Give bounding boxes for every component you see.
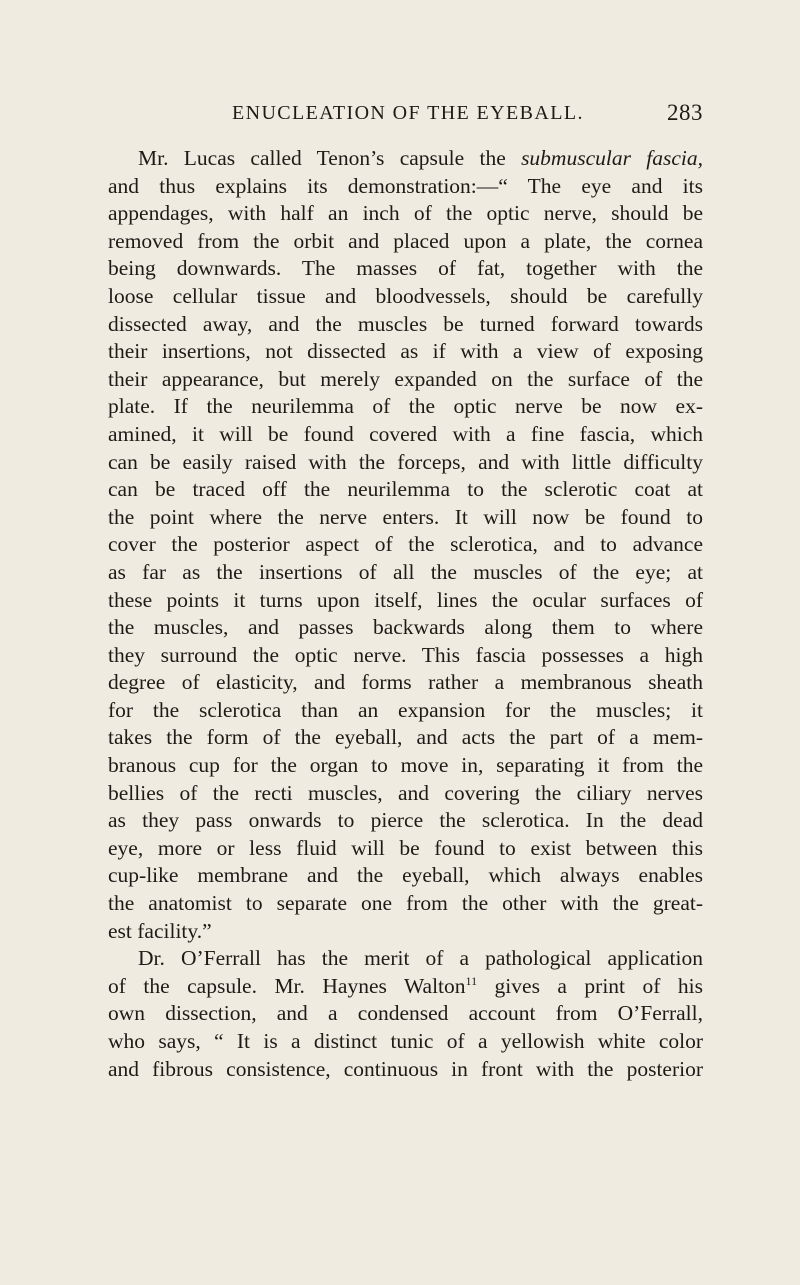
- text-line: can be traced off the neurilemma to the sclerotic coat at: [108, 477, 703, 502]
- text-line: the point where the nerve enters. It will now be found to: [108, 504, 703, 529]
- text-line: dissected away, and the muscles be turned forward towards: [108, 311, 703, 336]
- italic-term: submuscular fascia,: [521, 146, 703, 170]
- text-line: eye, more or less fluid will be found to exist between this: [108, 835, 703, 860]
- text-line: cover the posterior aspect of the sclerotica, and to advance: [108, 532, 703, 557]
- text-line: loose cellular tissue and bloodvessels, should be carefully: [108, 283, 703, 308]
- text-line: as far as the insertions of all the muscles of the eye; at: [108, 559, 703, 584]
- footnote-marker: 11: [465, 973, 478, 988]
- text-line: bellies of the recti muscles, and covering the ciliary nerves: [108, 780, 703, 805]
- text-line: branous cup for the organ to move in, separating it from the: [108, 753, 703, 778]
- text-line: amined, it will be found covered with a fine fascia, which: [108, 421, 703, 446]
- text-line: as they pass onwards to pierce the sclerotica. In the dead: [108, 808, 703, 833]
- text-line: they surround the optic nerve. This fascia possesses a high: [108, 642, 703, 667]
- text-line: their insertions, not dissected as if with a view of exposing: [108, 339, 703, 364]
- text-line: their appearance, but merely expanded on the surface of the: [108, 366, 703, 391]
- text-line: who says, “ It is a distinct tunic of a yellowish white color: [108, 1029, 703, 1053]
- text-line: the anatomist to separate one from the other with the great-: [108, 891, 703, 916]
- text-line: degree of elasticity, and forms rather a membranous sheath: [108, 670, 703, 695]
- running-header: [108, 100, 703, 126]
- text-line: cup-like membrane and the eyeball, which always enables: [108, 863, 703, 888]
- text-line: for the sclerotica than an expansion for the muscles; it: [108, 697, 703, 722]
- text-line: own dissection, and a condensed account from O’Ferrall,: [108, 1001, 703, 1026]
- text-line: being downwards. The masses of fat, together with the: [108, 256, 703, 281]
- text-line: these points it turns upon itself, lines the ocular surfaces of: [108, 587, 703, 612]
- page-number: 283: [667, 100, 703, 125]
- text-line: can be easily raised with the forceps, and with little difficulty: [108, 449, 703, 474]
- text-line: and thus explains its demonstration:—“ The eye and its: [108, 173, 703, 198]
- text-line: est facility.”: [108, 918, 212, 943]
- body-text: [108, 145, 703, 1083]
- text-line: plate. If the neurilemma of the optic nerve be now ex-: [108, 394, 703, 419]
- text-line: of the capsule. Mr. Haynes Walton$^{11}$ gives a print of his: [108, 973, 703, 998]
- text-line: appendages, with half an inch of the optic nerve, should be: [108, 201, 703, 226]
- running-title: ENUCLEATION OF THE EYEBALL.: [232, 102, 584, 124]
- text-line: removed from the orbit and placed upon a plate, the cornea: [108, 228, 703, 253]
- text-line: the muscles, and passes backwards along them to where: [108, 615, 703, 640]
- text-line: Dr. O’Ferrall has the merit of a pathological application: [138, 946, 703, 971]
- text-line: takes the form of the eyeball, and acts the part of a mem-: [108, 725, 703, 750]
- text-line: Mr. Lucas called Tenon’s capsule the submuscular fascia,: [138, 146, 703, 170]
- text-line: and fibrous consistence, continuous in front with the posterior: [108, 1056, 703, 1081]
